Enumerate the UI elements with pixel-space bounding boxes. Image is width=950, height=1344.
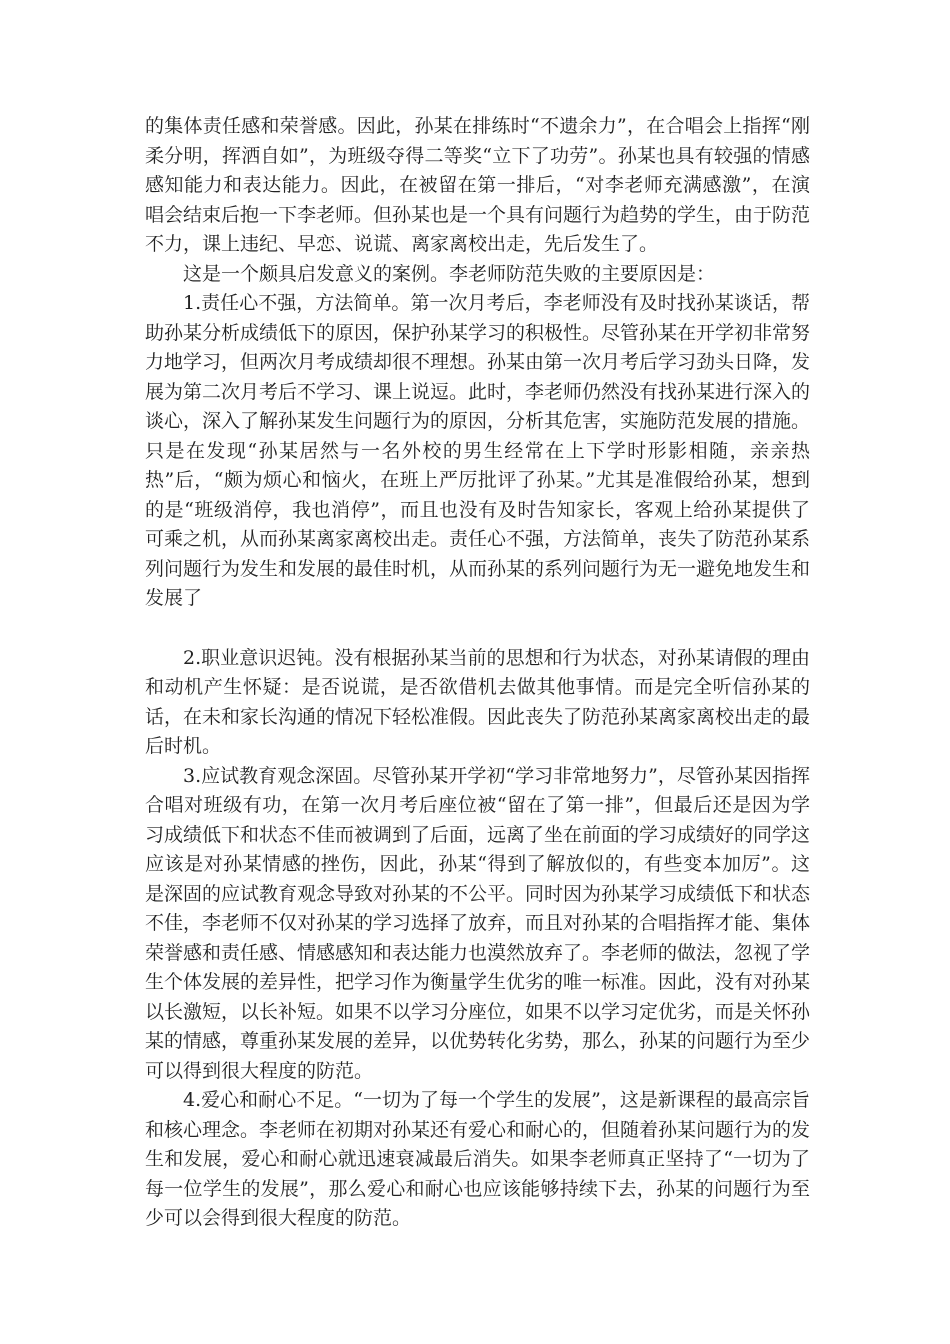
paragraph-intro: 这是一个颇具启发意义的案例。李老师防范失败的主要原因是： xyxy=(183,262,716,285)
document-page xyxy=(145,112,810,1234)
paragraph-reason-2: 2.职业意识迟钝。没有根据孙某当前的思想和行为状态，对孙某请假的理由和动机产生怀疑：是否说谎，是否欲借机去做其他事情。而是完全听信孙某的话，在未和家长沟通的情况下轻松准假。因此丧失了防范孙某离家离校出走的最后时机。 xyxy=(145,646,811,757)
paragraph-continuation: 的集体责任感和荣誉感。因此，孙某在排练时“不遗余力”，在合唱会上指挥“刚柔分明，挥洒自如”，为班级夺得二等奖“立下了功劳”。孙某也具有较强的情感感知能力和表达能力。因此，在被留在第一排后，“对李老师充满感激”，在演唱会结束后抱一下李老师。但孙某也是一个具有问题行为趋势的学生，由于防范不力，课上违纪、早恋、说谎、离家离校出走，先后发生了。 xyxy=(145,115,811,255)
paragraph-reason-3: 3.应试教育观念深固。尽管孙某开学初“学习非常地努力”，尽管孙某因指挥合唱对班级有功，在第一次月考后座位被“留在了第一排”，但最后还是因为学习成绩低下和状态不佳而被调到了后面，远离了坐在前面的学习成绩好的同学这应该是对孙某情感的挫伤，因此，孙某“得到了解放似的，有些变本加厉”。这是深固的应试教育观念导致对孙某的不公平。同时因为孙某学习成绩低下和状态不佳，李老师不仅对孙某的学习选择了放弃，而且对孙某的合唱指挥才能、集体荣誉感和责任感、情感感知和表达能力也漠然放弃了。李老师的做法，忽视了学生个体发展的差异性，把学习作为衡量学生优劣的唯一标准。因此，没有对孙某以长激短，以长补短。如果不以学习分座位，如果不以学习定优劣，而是关怀孙某的情感，尊重孙某发展的差异，以优势转化劣势，那么，孙某的问题行为至少可以得到很大程度的防范。 xyxy=(145,764,811,1082)
paragraph-reason-1: 1.责任心不强，方法简单。第一次月考后，李老师没有及时找孙某谈话，帮助孙某分析成绩低下的原因，保护孙某学习的积极性。尽管孙某在开学初非常努力地学习，但两次月考成绩却很不理想。孙某由第一次月考后学习劲头日降，发展为第二次月考后不学习、课上说逗。此时，李老师仍然没有找孙某进行深入的谈心，深入了解孙某发生问题行为的原因，分析其危害，实施防范发展的措施。只是在发现“孙某居然与一名外校的男生经常在上下学时形影相随，亲亲热热”后，“颇为烦心和恼火，在班上严厉批评了孙某。”尤其是准假给孙某，想到的是“班级消停，我也消停”，而且也没有及时告知家长，客观上给孙某提供了可乘之机，从而孙某离家离校出走。责任心不强，方法简单，丧失了防范孙某系列问题行为发生和发展的最佳时机，从而孙某的系列问题行为无一避免地发生和发展了 xyxy=(145,292,811,609)
paragraph-reason-4: 4.爱心和耐心不足。“一切为了每一个学生的发展”，这是新课程的最高宗旨和核心理念。李老师在初期对孙某还有爱心和耐心的，但随着孙某问题行为的发生和发展，爱心和耐心就迅速衰减最后消失。如果李老师真正坚持了“一切为了每一位学生的发展”，那么爱心和耐心也应该能够持续下去，孙某的问题行为至少可以会得到很大程度的防范。 xyxy=(145,1089,811,1229)
